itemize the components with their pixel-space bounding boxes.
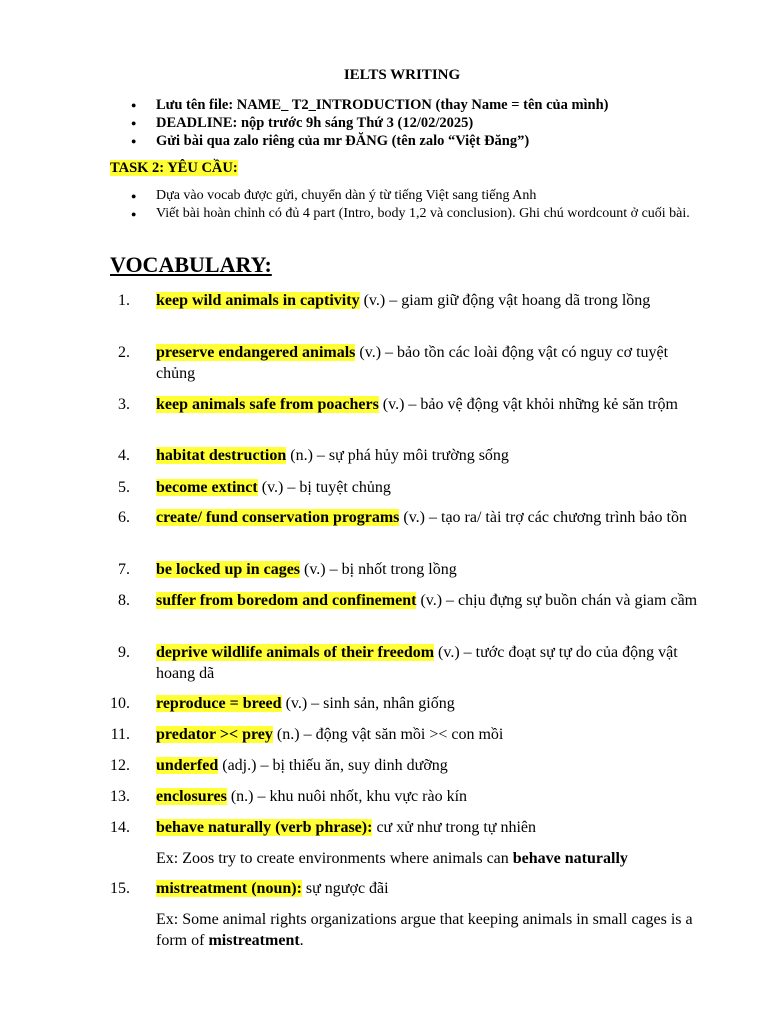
vocab-definition: (v.) – bảo tồn các loài động vật có nguy cơ tuyệt chủng [156,344,669,382]
vocab-item [110,559,700,580]
vocab-number: 8. [118,592,130,609]
vocab-term: enclosures [156,788,227,805]
vocab-definition: (n.) – động vật săn mồi >< con mồi [272,726,504,743]
vocab-term: habitat destruction [156,447,287,464]
vocab-number: 15. [110,880,130,897]
vocab-term: keep wild animals in captivity [156,292,360,309]
vocab-item [110,342,700,384]
vocab-item [110,724,700,745]
vocab-number: 10. [110,695,130,712]
vocab-number: 6. [118,509,130,526]
vocab-definition: (v.) – chịu đựng sự buồn chán và giam cầm [416,592,698,609]
vocab-number: 14. [110,819,130,836]
vocab-term: suffer from boredom and confinement [156,592,417,609]
example-text: . [299,932,304,949]
vocab-definition: (v.) – bị tuyệt chủng [257,479,391,496]
example-text: Ex: Some animal rights organizations argue that keeping animals in small cages is a form of [156,911,693,949]
example-sentence [156,848,716,869]
vocab-number: 11. [110,726,130,743]
task-notes-list [0,187,700,223]
task-note-item: ● Viết bài hoàn chỉnh có đủ 4 part (Intro, body 1,2 và conclusion). Ghi chú wordcount ở cuối bài. [0,205,700,223]
example-bold-term: mistreatment [208,932,300,949]
vocab-item [110,290,700,311]
vocab-item [110,507,700,528]
vocab-item [110,755,700,776]
vocab-term: predator >< prey [156,726,273,743]
vocab-term: create/ fund conservation programs [156,509,400,526]
example-bold-term: behave naturally [512,850,628,867]
vocab-definition: (v.) – sinh sản, nhân giống [281,695,455,712]
vocab-item [110,786,700,807]
vocab-item [110,817,700,838]
vocab-item [110,642,700,684]
vocab-definition: (adj.) – bị thiếu ăn, suy dinh dưỡng [218,757,448,774]
vocab-number: 2. [118,344,130,361]
vocab-term: mistreatment (noun): [156,880,302,897]
vocab-definition: sự ngược đãi [301,880,389,897]
vocab-term: preserve endangered animals [156,344,356,361]
vocab-item [110,693,700,714]
vocab-term: be locked up in cages [156,561,301,578]
vocab-term: deprive wildlife animals of their freedom [156,644,435,661]
requirement-item: ● Gửi bài qua zalo riêng của mr ĐĂNG (tên zalo “Việt Đăng”) [0,132,609,150]
vocab-term: keep animals safe from poachers [156,396,379,413]
vocab-number: 1. [118,292,130,309]
task-note-item: ● Dựa vào vocab được gửi, chuyển dàn ý từ tiếng Việt sang tiếng Anh [0,187,700,205]
task-heading [110,160,238,177]
vocab-definition: (v.) – tước đoạt sự tự do của động vật hoang dã [156,644,678,682]
vocab-definition: (n.) – khu nuôi nhốt, khu vực rào kín [226,788,468,805]
vocab-definition: cư xử như trong tự nhiên [372,819,536,836]
vocab-number: 13. [110,788,130,805]
vocab-term: behave naturally (verb phrase): [156,819,373,836]
example-text: Ex: Zoos try to create environments where animals can [156,850,513,867]
vocab-definition: (n.) – sự phá hủy môi trường sống [286,447,509,464]
requirement-item: ● Lưu tên file: NAME_ T2_INTRODUCTION (thay Name = tên của mình) [0,96,609,114]
vocab-number: 7. [118,561,130,578]
vocab-item [110,477,700,498]
vocab-definition: (v.) – bị nhốt trong lồng [300,561,457,578]
requirement-item: ● DEADLINE: nộp trước 9h sáng Thứ 3 (12/02/2025) [0,114,609,132]
vocab-number: 4. [118,447,130,464]
vocab-number: 9. [118,644,130,661]
vocab-term: underfed [156,757,219,774]
vocabulary-heading: VOCABULARY: [110,252,272,277]
example-sentence [156,909,716,951]
vocab-term: reproduce = breed [156,695,282,712]
vocab-number: 3. [118,396,130,413]
vocab-item [110,445,700,466]
vocab-item [110,394,700,415]
requirements-list [0,96,609,150]
vocab-item [110,878,700,899]
vocab-number: 12. [110,757,130,774]
vocab-term: become extinct [156,479,258,496]
vocab-definition: (v.) – bảo vệ động vật khỏi những kẻ săn trộm [378,396,678,413]
vocab-definition: (v.) – tạo ra/ tài trợ các chương trình bảo tồn [399,509,687,526]
vocab-definition: (v.) – giam giữ động vật hoang dã trong lồng [359,292,651,309]
document-title: IELTS WRITING [343,67,461,83]
task-heading-text: TASK 2: YÊU CẦU: [110,160,238,176]
vocab-number: 5. [118,479,130,496]
vocab-item [110,590,700,611]
